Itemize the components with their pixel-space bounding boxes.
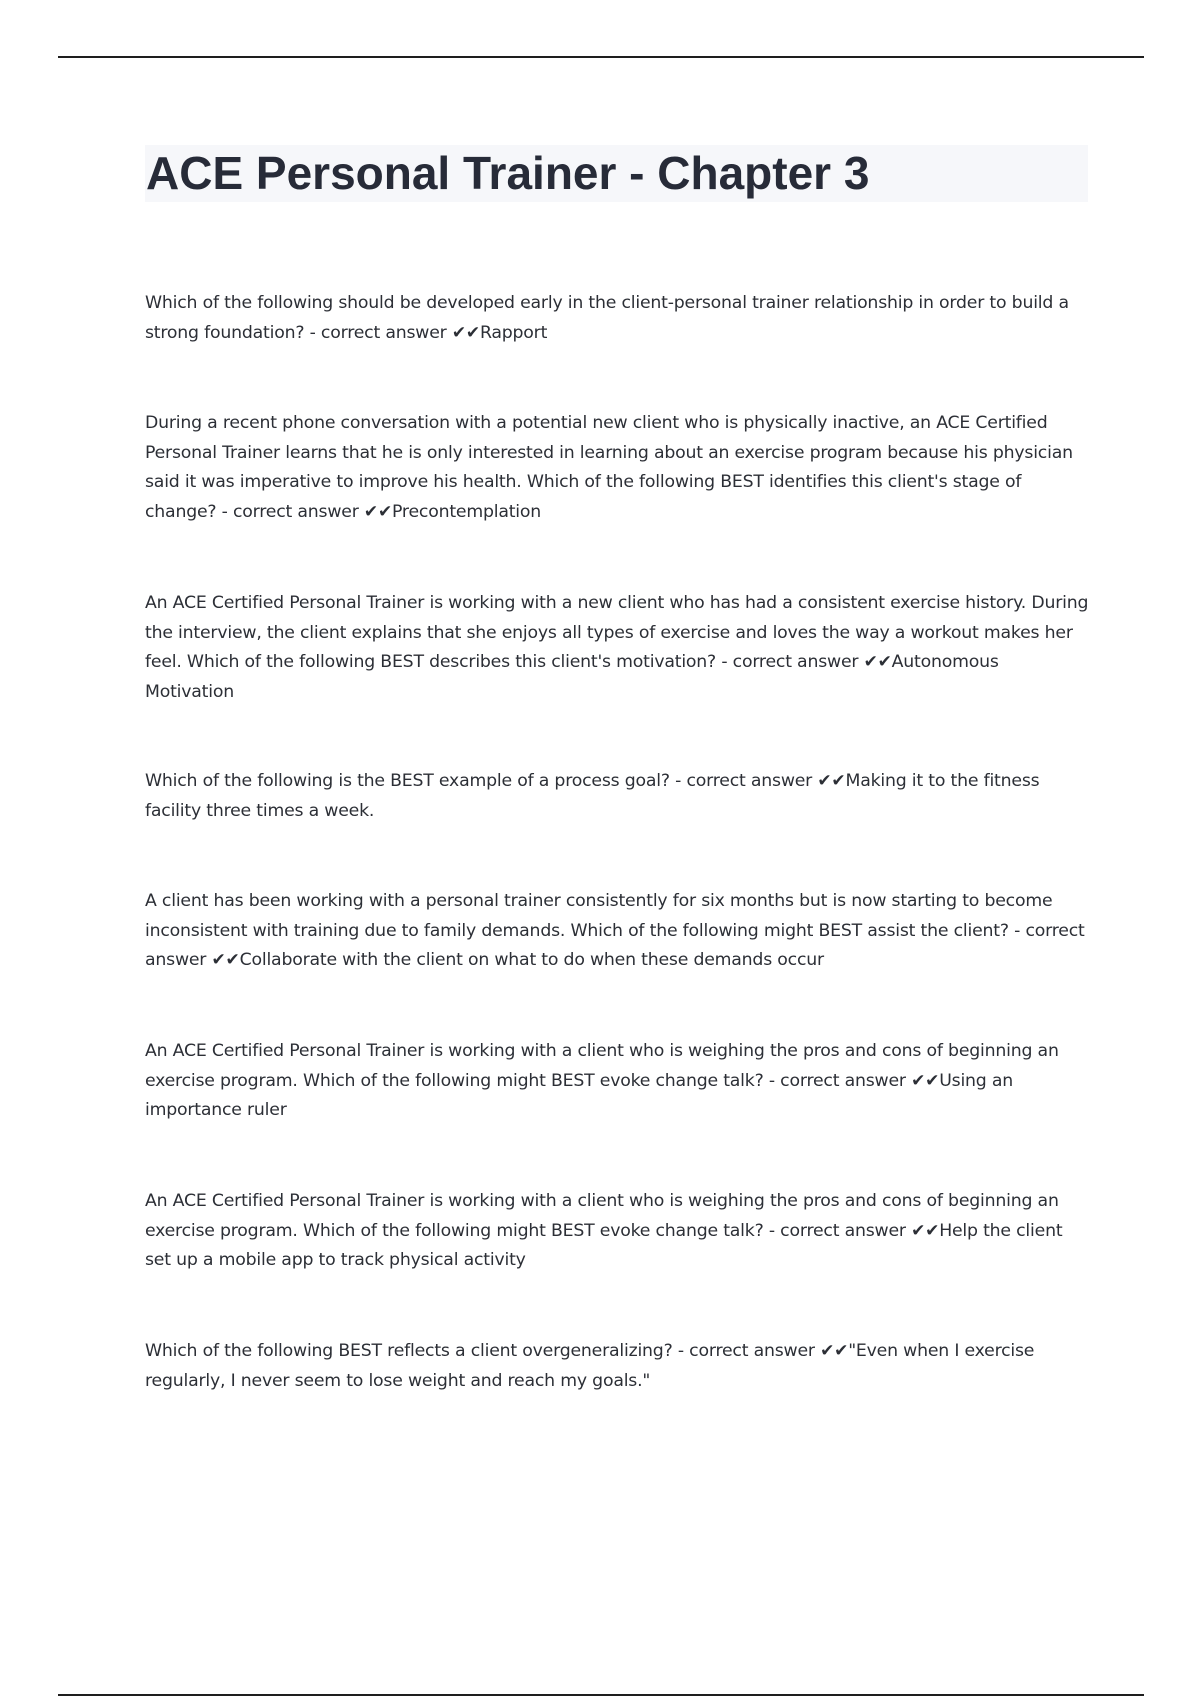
- qa-item-1: Which of the following should be developed early in the client-personal trainer relationship in order to build a strong foundation? - correct answer ✔✔Rapport: [145, 293, 1069, 343]
- answer-text: Making it to the fitness facility three times a week.: [145, 771, 1040, 821]
- answer-text: Help the client set up a mobile app to track physical activity: [145, 1220, 1063, 1270]
- answer-label: correct answer: [686, 771, 813, 791]
- document-title: ACE Personal Trainer - Chapter 3: [146, 147, 870, 199]
- answer-text: Autonomous Motivation: [145, 652, 999, 702]
- check-icon: ✔✔: [211, 950, 240, 970]
- question-text: An ACE Certified Personal Trainer is working with a client who is weighing the pros and cons of beginning an exercise program. Which of the following might BEST evoke change talk?: [145, 1191, 1059, 1241]
- check-icon: ✔✔: [817, 771, 846, 791]
- top-rule: [58, 56, 1144, 58]
- question-text: A client has been working with a personal trainer consistently for six months but is now starting to become inconsistent with training due to family demands. Which of the following might BEST assist the client?: [145, 891, 1053, 941]
- question-text: Which of the following should be developed early in the client-personal trainer relationship in order to build a strong foundation?: [145, 293, 1069, 343]
- qa-item-5: A client has been working with a personal trainer consistently for six months but is now starting to become inconsistent with training due to family demands. Which of the following might BEST assist the client? - correct answer ✔✔Collaborate with the client on what to do when these demands occur: [145, 891, 1085, 970]
- question-text: Which of the following is the BEST example of a process goal?: [145, 771, 670, 791]
- answer-text: Precontemplation: [392, 501, 542, 522]
- check-icon: ✔✔: [911, 1070, 940, 1091]
- answer-label: correct answer: [145, 920, 1085, 970]
- question-text: Which of the following BEST reflects a client overgeneralizing?: [145, 1341, 673, 1361]
- answer-label: correct answer: [689, 1341, 815, 1361]
- answer-label: correct answer: [780, 1070, 906, 1091]
- answer-label: correct answer: [732, 652, 859, 672]
- check-icon: ✔✔: [363, 501, 393, 522]
- qa-item-6: An ACE Certified Personal Trainer is working with a client who is weighing the pros and cons of beginning an exercise program. Which of the following might BEST evoke change talk? - correct answer ✔✔Using an importance ruler: [145, 1041, 1059, 1120]
- bottom-rule: [58, 1694, 1144, 1696]
- question-text: An ACE Certified Personal Trainer is working with a new client who has had a consistent exercise history. During the interview, the client explains that she enjoys all types of exercise and loves the way a workout makes her feel. Which of the following BEST describes this client's motivation?: [145, 593, 1089, 672]
- qa-item-2: During a recent phone conversation with a potential new client who is physically inactive, an ACE Certified Personal Trainer learns that he is only interested in learning about an exercise program because his physician said it was imperative to improve his health. Which of the following BEST identifies this client's stage of change? - correct answer ✔✔Precontemplation: [145, 413, 1073, 522]
- question-text: An ACE Certified Personal Trainer is working with a client who is weighing the pros and cons of beginning an exercise program. Which of the following might BEST evoke change talk?: [145, 1041, 1059, 1091]
- check-icon: ✔✔: [820, 1341, 849, 1361]
- qa-item-3: An ACE Certified Personal Trainer is working with a new client who has had a consistent exercise history. During the interview, the client explains that she enjoys all types of exercise and loves the way a workout makes her feel. Which of the following BEST describes this client's motivation? - correct answer ✔✔Autonomous Motivation: [145, 593, 1089, 702]
- qa-item-4: Which of the following is the BEST example of a process goal? - correct answer ✔✔Making it to the fitness facility three times a week.: [145, 771, 1040, 821]
- check-icon: ✔✔: [911, 1220, 940, 1241]
- answer-label: correct answer: [780, 1220, 906, 1241]
- answer-text: Collaborate with the client on what to do when these demands occur: [239, 950, 824, 970]
- answer-text: Rapport: [479, 322, 548, 343]
- answer-text: "Even when I exercise regularly, I never seem to lose weight and reach my goals.": [145, 1341, 1035, 1391]
- check-icon: ✔✔: [863, 652, 892, 672]
- question-text: During a recent phone conversation with a potential new client who is physically inactive, an ACE Certified Personal Trainer learns that he is only interested in learning about an exercise program because his physician said it was imperative to improve his health. Which of the following BEST identifies this client's stage of change?: [145, 413, 1073, 522]
- answer-text: Using an importance ruler: [145, 1070, 1013, 1120]
- check-icon: ✔✔: [451, 322, 480, 343]
- answer-label: correct answer: [233, 501, 359, 522]
- qa-item-8: Which of the following BEST reflects a client overgeneralizing? - correct answer ✔✔"Even when I exercise regularly, I never seem to lose weight and reach my goals.": [145, 1341, 1035, 1391]
- answer-label: correct answer: [320, 322, 447, 343]
- qa-item-7: An ACE Certified Personal Trainer is working with a client who is weighing the pros and cons of beginning an exercise program. Which of the following might BEST evoke change talk? - correct answer ✔✔Help the client set up a mobile app to track physical activity: [145, 1191, 1063, 1270]
